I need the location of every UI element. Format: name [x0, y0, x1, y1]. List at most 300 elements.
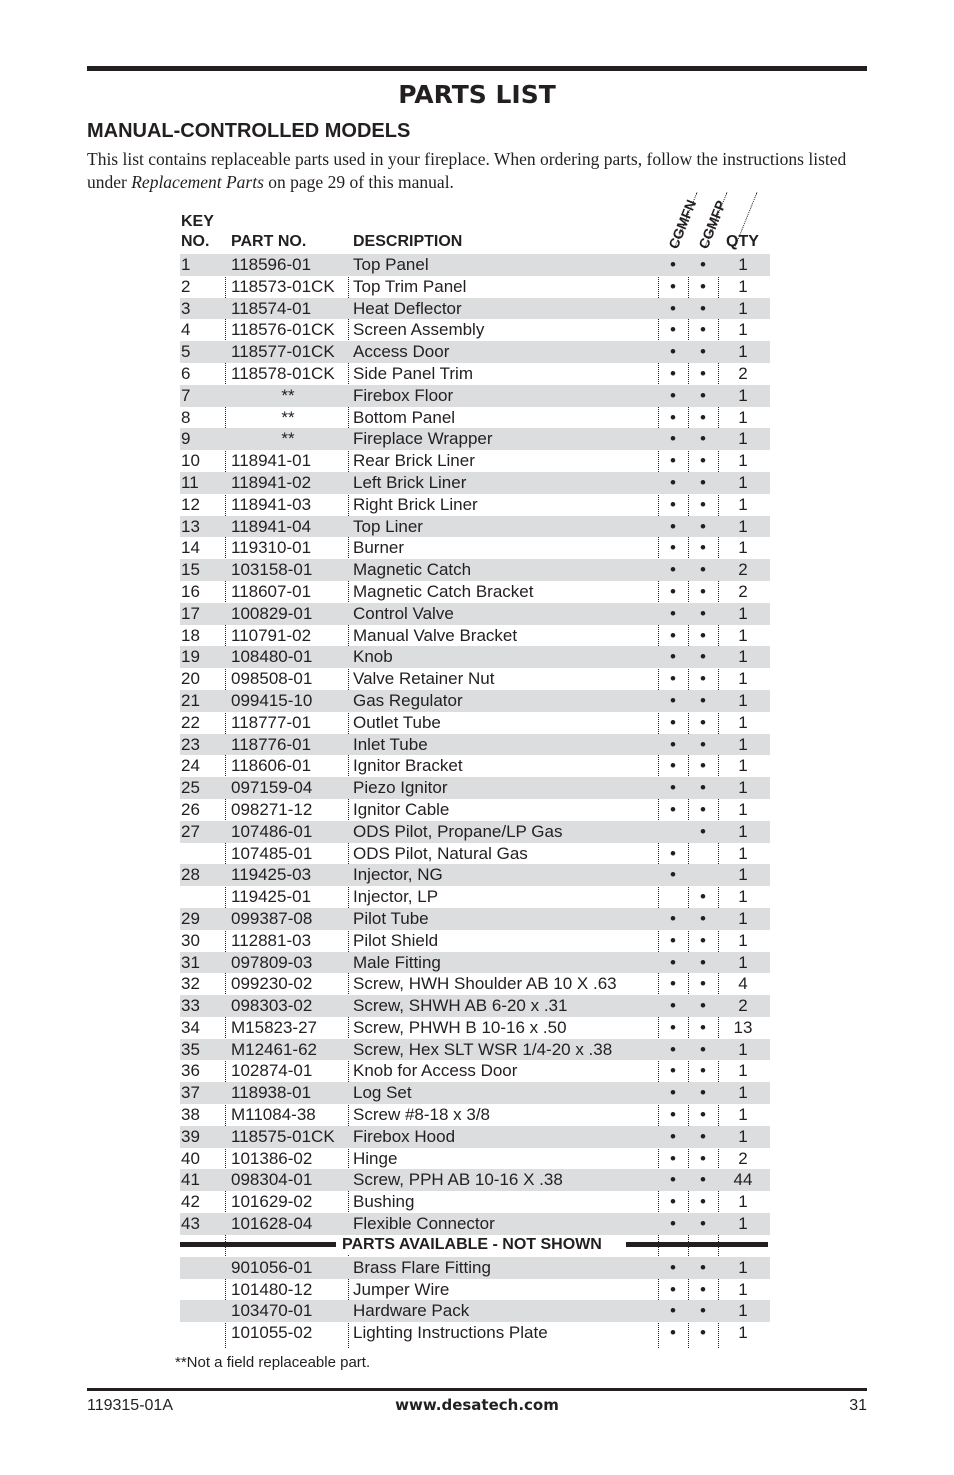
footnote: **Not a field replaceable part.	[175, 1354, 371, 1371]
cell-part-no: 101055-02	[231, 1323, 313, 1343]
top-rule	[87, 66, 867, 71]
cell-cgmfn: •	[670, 865, 676, 885]
cell-description: Right Brick Liner	[353, 494, 478, 514]
cell-cgmfn: •	[670, 799, 676, 819]
header-description: DESCRIPTION	[353, 233, 463, 250]
table-row	[180, 1322, 770, 1344]
cell-qty: 2	[738, 1148, 748, 1168]
cell-part-no: M12461-62	[231, 1039, 318, 1059]
cell-description: Injector, LP	[353, 887, 439, 907]
cell-qty: 1	[738, 451, 748, 471]
cell-cgmfp: •	[700, 690, 706, 710]
cell-description: Log Set	[353, 1083, 412, 1103]
cell-key-no: 36	[181, 1061, 200, 1081]
cell-cgmfn: •	[670, 560, 676, 580]
cell-cgmfp: •	[700, 516, 706, 536]
cell-cgmfn: •	[670, 320, 676, 340]
cell-part-no: 110791-02	[231, 625, 312, 645]
cell-key-no: 23	[181, 734, 200, 754]
cell-qty: 1	[738, 908, 748, 928]
cell-part-no: 107486-01	[231, 821, 313, 841]
cell-part-no: 118578-01CK	[231, 363, 335, 383]
table-row	[180, 428, 770, 450]
cell-cgmfn: •	[670, 1257, 676, 1277]
cell-part-no: 107485-01	[231, 843, 313, 863]
cell-qty: 1	[738, 799, 748, 819]
cell-part-no: 118596-01	[231, 255, 312, 274]
cell-cgmfn: •	[670, 276, 676, 296]
table-row	[180, 864, 770, 886]
not-shown-parts-body	[180, 1257, 770, 1344]
table-row	[180, 1257, 770, 1279]
cell-description: Outlet Tube	[353, 712, 441, 732]
cell-key-no: 30	[181, 930, 200, 950]
cell-cgmfn: •	[670, 1061, 676, 1081]
header-key-line1: KEY	[181, 213, 214, 230]
cell-cgmfp: •	[700, 320, 706, 340]
cell-cgmfn: •	[670, 1279, 676, 1299]
table-row	[180, 319, 770, 341]
table-row	[180, 1082, 770, 1104]
cell-cgmfn: •	[670, 1105, 676, 1125]
cell-qty: 1	[738, 669, 748, 689]
cell-qty: 1	[738, 843, 748, 863]
cell-part-no: 101629-02	[231, 1192, 313, 1212]
cell-qty: 1	[738, 952, 748, 972]
cell-key-no: 29	[181, 908, 200, 928]
cell-key-no: 37	[181, 1083, 200, 1103]
cell-key-no: 7	[181, 385, 191, 405]
cell-part-no: 901056-01	[231, 1257, 313, 1277]
table-row	[180, 472, 770, 494]
cell-description: Screw, PPH AB 10-16 X .38	[353, 1170, 563, 1190]
cell-part-no: 118575-01CK	[231, 1126, 335, 1146]
table-row	[180, 821, 770, 843]
cell-description: Screw #8-18 x 3/8	[353, 1105, 491, 1125]
cell-part-no: 098303-02	[231, 996, 313, 1016]
cell-part-no: 099415-10	[231, 690, 313, 710]
cell-cgmfn: •	[670, 734, 676, 754]
cell-part-no: 118606-01	[231, 756, 312, 776]
cell-cgmfn: •	[670, 429, 676, 449]
cell-description: Gas Regulator	[353, 690, 463, 710]
cell-cgmfp: •	[700, 472, 706, 492]
table-row	[180, 908, 770, 930]
table-row	[180, 276, 770, 298]
cell-description: Hardware Pack	[353, 1301, 470, 1321]
cell-qty: 1	[738, 1214, 748, 1234]
cell-description: Top Liner	[353, 516, 423, 536]
cell-key-no: 10	[181, 451, 200, 471]
cell-part-no: 118941-02	[231, 472, 312, 492]
cell-key-no: 39	[181, 1126, 200, 1146]
table-row	[180, 952, 770, 974]
cell-key-no: 3	[181, 298, 191, 318]
cell-part-no: 097809-03	[231, 952, 313, 972]
cell-qty: 1	[738, 887, 748, 907]
cell-cgmfn: •	[670, 1039, 676, 1059]
cell-cgmfn: •	[670, 1017, 676, 1037]
cell-cgmfp: •	[700, 821, 706, 841]
cell-description: Jumper Wire	[353, 1279, 450, 1299]
section-heading: MANUAL-CONTROLLED MODELS	[87, 120, 411, 142]
cell-cgmfn: •	[670, 1126, 676, 1146]
cell-part-no: 118777-01	[231, 712, 312, 732]
cell-qty: 1	[738, 1039, 748, 1059]
cell-cgmfp: •	[700, 560, 706, 580]
cell-cgmfn: •	[670, 712, 676, 732]
cell-cgmfn	[658, 821, 688, 843]
cell-description: Ignitor Bracket	[353, 756, 463, 776]
table-row	[180, 1191, 770, 1213]
cell-cgmfn: •	[670, 1323, 676, 1343]
cell-cgmfp: •	[700, 1257, 706, 1277]
cell-cgmfp: •	[700, 1323, 706, 1343]
table-row	[180, 734, 770, 756]
cell-cgmfp	[688, 864, 718, 886]
cell-qty: 1	[738, 472, 748, 492]
cell-cgmfn: •	[670, 778, 676, 798]
cell-part-no: 098271-12	[231, 799, 313, 819]
table-row	[180, 407, 770, 429]
cell-key-no: 22	[181, 712, 200, 732]
cell-cgmfn: •	[670, 625, 676, 645]
header-key-line2: NO.	[181, 233, 210, 250]
table-row	[180, 843, 770, 865]
cell-qty: 1	[738, 930, 748, 950]
table-header	[180, 180, 770, 254]
table-row	[180, 777, 770, 799]
cell-cgmfn: •	[670, 843, 676, 863]
cell-cgmfn: •	[670, 1170, 676, 1190]
cell-qty: 1	[738, 865, 748, 885]
cell-description: ODS Pilot, Natural Gas	[353, 843, 528, 863]
cell-description: Fireplace Wrapper	[353, 429, 493, 449]
cell-description: Manual Valve Bracket	[353, 625, 518, 645]
cell-qty: 1	[738, 255, 748, 274]
table-row	[180, 603, 770, 625]
cell-qty: 1	[738, 734, 748, 754]
cell-cgmfp: •	[700, 385, 706, 405]
cell-cgmfp: •	[700, 625, 706, 645]
cell-part-no: 103158-01	[231, 560, 313, 580]
table-row	[180, 625, 770, 647]
cell-part-no: 112881-03	[231, 930, 312, 950]
cell-qty: 2	[738, 363, 748, 383]
divider-bar-left	[180, 1242, 336, 1247]
cell-qty: 1	[738, 516, 748, 536]
cell-key-no: 21	[181, 690, 200, 710]
cell-cgmfn: •	[670, 603, 676, 623]
table-row	[180, 1213, 770, 1235]
cell-qty: 44	[733, 1170, 753, 1190]
table-row	[180, 1060, 770, 1082]
cell-key-no: 16	[181, 581, 200, 601]
cell-qty: 1	[738, 1105, 748, 1125]
cell-description: Pilot Shield	[353, 930, 439, 950]
cell-description: Heat Deflector	[353, 298, 462, 318]
cell-cgmfp: •	[700, 1279, 706, 1299]
cell-key-no: 5	[181, 342, 191, 362]
cell-qty: 1	[738, 756, 748, 776]
cell-part-no: 118776-01	[231, 734, 312, 754]
website-link[interactable]: www.desatech.com	[395, 1396, 559, 1414]
cell-cgmfn: •	[670, 1301, 676, 1321]
cell-cgmfn: •	[670, 952, 676, 972]
cell-part-no: 101386-02	[231, 1148, 313, 1168]
page-number: 31	[849, 1397, 867, 1414]
table-row	[180, 537, 770, 559]
cell-cgmfp: •	[700, 494, 706, 514]
intro-text-a: This list contains replaceable parts used in your fireplace. When ordering parts, follow the instructions listed under	[87, 149, 847, 192]
cell-cgmfp: •	[700, 647, 706, 667]
page-title: PARTS LIST	[398, 80, 556, 109]
cell-key-no	[181, 1322, 225, 1344]
cell-key-no: 4	[181, 320, 191, 340]
table-row	[180, 973, 770, 995]
cell-qty: 1	[738, 1061, 748, 1081]
table-row	[180, 341, 770, 363]
cell-cgmfn: •	[670, 930, 676, 950]
cell-description: Brass Flare Fitting	[353, 1257, 491, 1277]
cell-description: Valve Retainer Nut	[353, 669, 495, 689]
cell-description: Hinge	[353, 1148, 398, 1168]
table-row	[180, 1148, 770, 1170]
cell-cgmfn: •	[670, 472, 676, 492]
cell-description: Piezo Ignitor	[353, 778, 448, 798]
cell-part-no: M15823-27	[231, 1017, 318, 1037]
cell-key-no: 27	[181, 821, 200, 841]
bottom-rule	[87, 1388, 867, 1391]
cell-cgmfp: •	[700, 952, 706, 972]
cell-key-no	[181, 1300, 225, 1322]
cell-qty: 2	[738, 996, 748, 1016]
cell-description: Inlet Tube	[353, 734, 428, 754]
table-row	[180, 450, 770, 472]
table-row	[180, 1104, 770, 1126]
cell-key-no: 20	[181, 669, 200, 689]
cell-qty: 1	[738, 821, 748, 841]
cell-key-no: 14	[181, 538, 200, 558]
cell-key-no: 9	[181, 429, 191, 449]
cell-key-no	[181, 1279, 225, 1301]
header-model-cgmfn: CGMFN	[665, 197, 700, 251]
cell-description: Side Panel Trim	[353, 363, 473, 383]
cell-key-no: 11	[181, 472, 199, 492]
table-row	[180, 385, 770, 407]
cell-description: Bushing	[353, 1192, 415, 1212]
cell-cgmfp	[688, 843, 718, 865]
cell-key-no	[181, 843, 225, 865]
cell-qty: 1	[738, 1279, 748, 1299]
cell-description: Lighting Instructions Plate	[353, 1323, 548, 1343]
cell-cgmfn: •	[670, 385, 676, 405]
table-row	[180, 930, 770, 952]
cell-cgmfn: •	[670, 690, 676, 710]
table-row	[180, 755, 770, 777]
header-model-cgmfp: CGMFP	[695, 198, 729, 251]
cell-qty: 1	[738, 320, 748, 340]
table-body	[180, 254, 770, 1235]
cell-cgmfp: •	[700, 407, 706, 427]
cell-key-no: 31	[181, 952, 200, 972]
cell-key-no: 28	[181, 865, 200, 885]
cell-qty: 2	[738, 560, 748, 580]
cell-qty: 1	[738, 690, 748, 710]
cell-cgmfp: •	[700, 451, 706, 471]
cell-cgmfp: •	[700, 581, 706, 601]
cell-qty: 1	[738, 712, 748, 732]
cell-cgmfn: •	[670, 1214, 676, 1234]
cell-cgmfp: •	[700, 1148, 706, 1168]
cell-description: Top Panel	[353, 255, 429, 274]
cell-qty: 1	[738, 342, 748, 362]
cell-cgmfp: •	[700, 778, 706, 798]
cell-cgmfn: •	[670, 1148, 676, 1168]
cell-qty: 1	[738, 276, 748, 296]
cell-cgmfp: •	[700, 887, 706, 907]
cell-part-no: 101480-12	[231, 1279, 313, 1299]
cell-cgmfp: •	[700, 799, 706, 819]
cell-description: Left Brick Liner	[353, 472, 467, 492]
cell-cgmfn: •	[670, 538, 676, 558]
cell-part-no: 097159-04	[231, 778, 313, 798]
cell-key-no: 12	[181, 494, 200, 514]
cell-qty: 2	[738, 581, 748, 601]
table-row	[180, 668, 770, 690]
cell-part-no: 118573-01CK	[231, 276, 335, 296]
cell-cgmfn: •	[670, 581, 676, 601]
cell-description: Burner	[353, 538, 405, 558]
cell-key-no: 41	[181, 1170, 200, 1190]
cell-cgmfn: •	[670, 363, 676, 383]
cell-cgmfp: •	[700, 1170, 706, 1190]
table-row	[180, 1126, 770, 1148]
cell-description: Ignitor Cable	[353, 799, 450, 819]
cell-part-no: 103470-01	[231, 1301, 313, 1321]
cell-cgmfp: •	[700, 1126, 706, 1146]
cell-part-no: 098304-01	[231, 1170, 313, 1190]
cell-cgmfn: •	[670, 1192, 676, 1212]
cell-cgmfn: •	[670, 407, 676, 427]
cell-description: Screw, HWH Shoulder AB 10 X .63	[353, 974, 617, 994]
cell-cgmfn: •	[670, 342, 676, 362]
cell-qty: 1	[738, 429, 748, 449]
cell-description: Pilot Tube	[353, 908, 429, 928]
cell-key-no: 25	[181, 778, 200, 798]
cell-description: Firebox Floor	[353, 385, 454, 405]
cell-cgmfp: •	[700, 276, 706, 296]
cell-qty: 1	[738, 1301, 748, 1321]
cell-description: Injector, NG	[353, 865, 443, 885]
cell-cgmfp: •	[700, 734, 706, 754]
cell-key-no: 32	[181, 974, 200, 994]
table-row	[180, 1300, 770, 1322]
cell-description: Knob	[353, 647, 393, 667]
table-row	[180, 254, 770, 276]
cell-cgmfp: •	[700, 1301, 706, 1321]
cell-cgmfn: •	[670, 494, 676, 514]
cell-qty: 13	[733, 1017, 753, 1037]
cell-cgmfp: •	[700, 1061, 706, 1081]
cell-part-no: M11084-38	[231, 1105, 316, 1125]
cell-qty: 1	[738, 1083, 748, 1103]
cell-description: Top Trim Panel	[353, 276, 467, 296]
table-row	[180, 646, 770, 668]
cell-cgmfp: •	[700, 669, 706, 689]
cell-cgmfp: •	[700, 1214, 706, 1234]
cell-key-no: 33	[181, 996, 200, 1016]
cell-cgmfp: •	[700, 603, 706, 623]
cell-key-no: 18	[181, 625, 200, 645]
cell-cgmfn	[658, 886, 688, 908]
cell-part-no: 118607-01	[231, 581, 312, 601]
cell-cgmfp: •	[700, 1083, 706, 1103]
cell-key-no: 8	[181, 407, 191, 427]
cell-part-no: 119310-01	[231, 538, 312, 558]
table-row	[180, 559, 770, 581]
cell-part-no: **	[281, 407, 295, 427]
cell-cgmfn: •	[670, 974, 676, 994]
cell-description: Access Door	[353, 342, 450, 362]
cell-key-no: 24	[181, 756, 200, 776]
cell-qty: 1	[738, 1126, 748, 1146]
cell-part-no: **	[281, 385, 295, 405]
cell-cgmfp: •	[700, 930, 706, 950]
cell-part-no: 118941-01	[231, 451, 312, 471]
table-row	[180, 690, 770, 712]
divider-bar-right	[626, 1242, 768, 1247]
cell-cgmfp: •	[700, 1039, 706, 1059]
cell-part-no: **	[281, 429, 295, 449]
cell-description: Magnetic Catch Bracket	[353, 581, 534, 601]
cell-cgmfp: •	[700, 255, 706, 274]
cell-part-no: 118574-01	[231, 298, 312, 318]
cell-part-no: 102874-01	[231, 1061, 313, 1081]
cell-key-no: 26	[181, 799, 200, 819]
cell-cgmfp: •	[700, 1105, 706, 1125]
table-row	[180, 886, 770, 908]
cell-cgmfp: •	[700, 1017, 706, 1037]
cell-qty: 1	[738, 1323, 748, 1343]
cell-cgmfn: •	[670, 451, 676, 471]
cell-part-no: 118941-04	[231, 516, 312, 536]
cell-key-no: 35	[181, 1039, 200, 1059]
cell-key-no	[181, 886, 225, 908]
cell-qty: 1	[738, 1257, 748, 1277]
cell-description: Bottom Panel	[353, 407, 456, 427]
cell-key-no: 19	[181, 647, 200, 667]
cell-part-no: 098508-01	[231, 669, 313, 689]
cell-cgmfn: •	[670, 298, 676, 318]
cell-part-no: 119425-01	[231, 887, 312, 907]
cell-key-no	[181, 1257, 225, 1279]
cell-cgmfn: •	[670, 516, 676, 536]
cell-cgmfp: •	[700, 974, 706, 994]
cell-part-no: 118938-01	[231, 1083, 312, 1103]
cell-part-no: 118941-03	[231, 494, 312, 514]
cell-qty: 1	[738, 778, 748, 798]
cell-key-no: 17	[181, 603, 200, 623]
cell-key-no: 6	[181, 363, 191, 383]
table-row	[180, 1017, 770, 1039]
cell-part-no: 118577-01CK	[231, 342, 335, 362]
cell-description: Firebox Hood	[353, 1126, 456, 1146]
cell-qty: 1	[738, 603, 748, 623]
cell-description: Screw, PHWH B 10-16 x .50	[353, 1017, 567, 1037]
cell-part-no: 101628-04	[231, 1214, 313, 1234]
cell-description: Magnetic Catch	[353, 560, 472, 580]
